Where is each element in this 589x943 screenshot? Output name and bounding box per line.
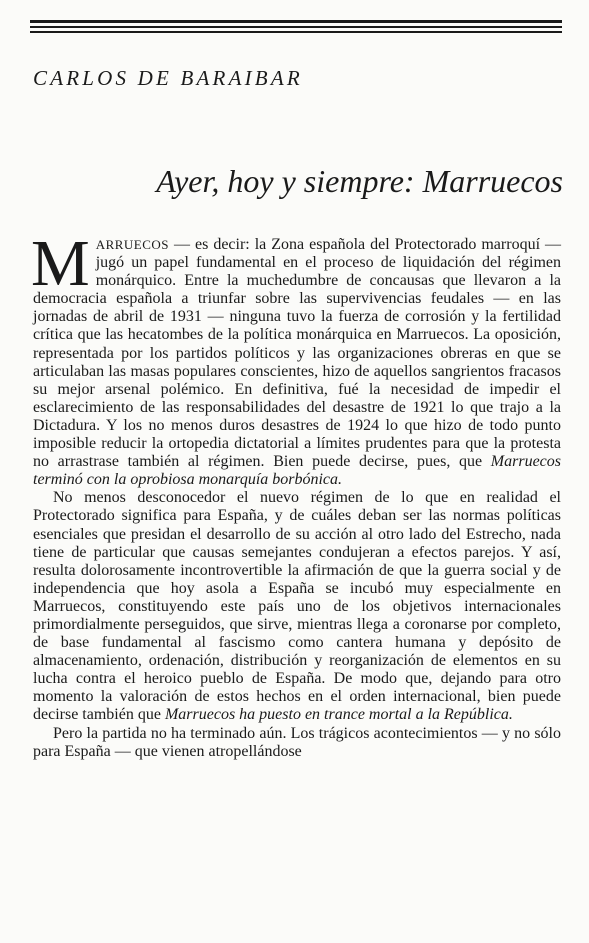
paragraph-1-text: — es decir: la Zona española del Protectorado marroquí — jugó un papel fundamental en el proceso de liquidación del régimen monárquico. Entre la muchedumbre de concausas que llevaron a la democracia española a triunfar sobre las supervivencias feudales — en las jornadas de abril de 1931 — ninguna tuvo la fuerza de corrosión y la fertilidad crítica que las hecatombes de la política monárquica en Marruecos. La oposición, representada por los partidos políticos y las organizaciones obreras en que se articulaban las masas populares conscientes, hizo de aquellos sangrientos fracasos su mejor arsenal polémico. En definitiva, fué la necesidad de impedir el esclarecimiento de las responsabilidades del desastre de 1921 lo que trajo a la Dictadura. Y los no menos duros desastres de 1924 lo que hizo de todo punto imposible reducir la ortopedia dictatorial a límites prudentes para que la protesta no arrastrase también al régimen. Bien puede decirse, pues, que <box>33 236 561 471</box>
author-name: CARLOS DE BARAIBAR <box>33 66 303 90</box>
drop-cap: M <box>31 227 90 300</box>
paragraph-2 <box>33 489 561 724</box>
lead-word: ARRUECOS <box>95 237 170 252</box>
paragraph-3-text: Pero la partida no ha terminado aún. Los trágicos acontecimientos — y no sólo para España — que vienen atropellándose <box>33 724 561 760</box>
header-rule <box>30 26 562 28</box>
paragraph-1-emphasis: Marruecos terminó con la oprobiosa monarquía borbónica. <box>33 453 561 489</box>
paragraph-2-text: No menos desconocedor el nuevo régimen de lo que en realidad el Protectorado significa para España, y de cuáles deban ser las normas políticas esenciales que presidan el desarrollo de su acción al otro lado del Estrecho, nada tiene de particular que causas semejantes condujeran a efectos parejos. Y así, resulta dolorosamente incontrovertible la afirmación de que la guerra social y de independencia que hoy asola a España se incubó muy especialmente en Marruecos, constituyendo este país uno de los objetivos internacionales primordialmente perseguidos, que sirve, mientras llega a coronarse por completo, de base fundamental al fascismo como cantera humana y depósito de almacenamiento, ordenación, distribución y reorganización de elementos en su lucha contra el heroico pueblo de España. De modo que, dejando para otro momento la valoración de estos hechos en el orden internacional, bien puede decirse también que <box>33 489 561 724</box>
header-rule <box>30 31 562 33</box>
header-rules <box>30 20 562 36</box>
paragraph-3 <box>33 725 561 761</box>
article-title: Ayer, hoy y siempre: Marruecos <box>156 163 563 199</box>
paragraph-1 <box>31 227 561 489</box>
header-rule <box>30 20 562 23</box>
paragraph-2-emphasis: Marruecos ha puesto en trance mortal a la República. <box>164 706 513 724</box>
article-body <box>31 227 561 761</box>
